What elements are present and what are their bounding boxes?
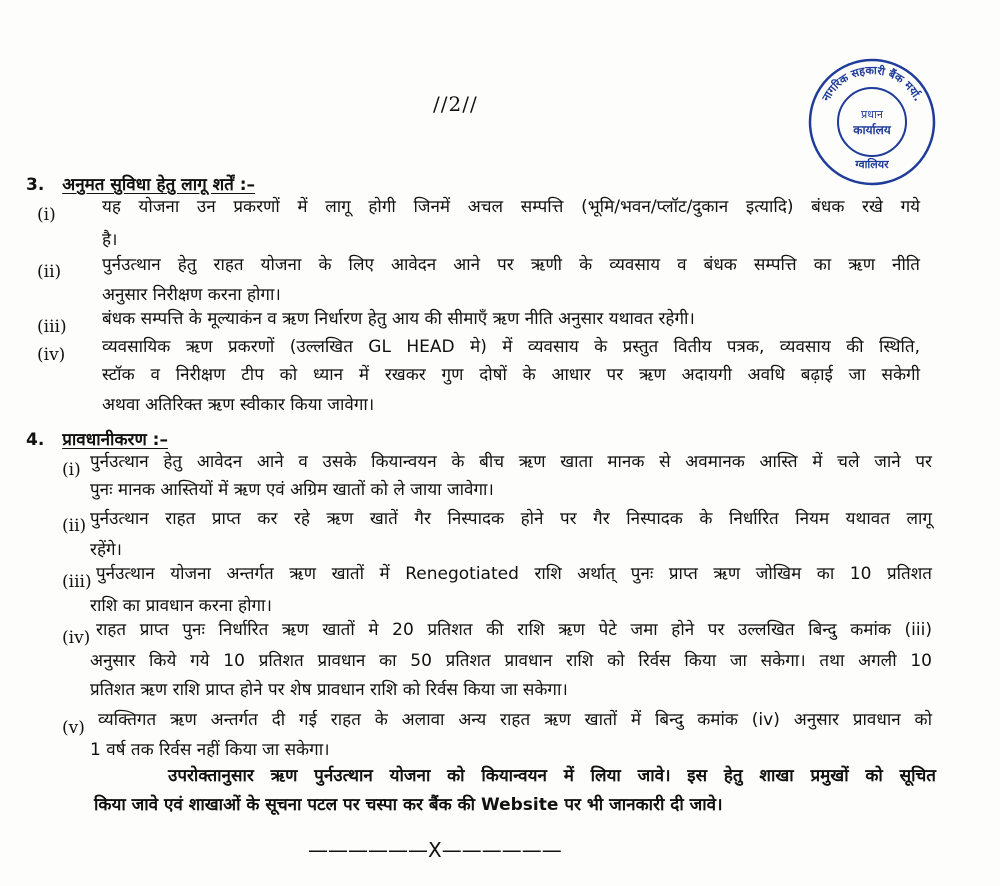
s4-item2-line1: पुर्नउत्थान राहत प्राप्त कर रहे ऋण खातें गैर निस्पादक होने पर गैर निस्पादक के निर्धारित नियम यथावत लागू (90, 509, 932, 529)
s3-item2-line1: पुर्नउत्थान हेतु राहत योजना के लिए आवेदन आने पर ऋणी के व्यवसाय व बंधक सम्पत्ति का ऋण नीति (102, 255, 920, 275)
s4-item3-line1: पुर्नउत्थान योजना अन्तर्गत ऋण खातों में Renegotiated राशि अर्थात् पुनः प्राप्त ऋण जोखिम का 10 प्रतिशत (96, 564, 932, 584)
s3-item1-line2: है। (102, 230, 118, 250)
end-marker: ——————X—————— (308, 838, 562, 862)
s4-item1-number: (i) (62, 460, 81, 480)
page-number: //2// (433, 92, 478, 116)
s3-item2-line2: अनुसार निरीक्षण करना होगा। (102, 285, 281, 305)
section-3-heading (26, 172, 255, 195)
s4-item2-line2: रहेंगे। (90, 540, 122, 560)
section-4-title: प्रावधानीकरण :– (62, 430, 168, 450)
s3-item4-line1: व्यवसायिक ऋण प्रकरणों (उल्लखित GL HEAD मे) में व्यवसाय के प्रस्तुत वितीय पत्रक, व्यवसाय की स्थिति, (102, 337, 920, 357)
s4-item5-number: (v) (62, 718, 85, 738)
s3-item2-number: (ii) (37, 262, 62, 282)
section-3-number: 3. (26, 175, 45, 195)
s4-item2-number: (ii) (62, 516, 87, 536)
s4-item1-line2: पुनः मानक आस्तियों में ऋण एवं अग्रिम खातों को ले जाया जावेगा। (90, 480, 494, 500)
s3-item4-number: (iv) (37, 345, 66, 365)
seal-outer-text: नागरिक सहकारी बैंक मर्या. (819, 63, 925, 104)
section-3-title: अनुमत सुविधा हेतु लागू शर्तें :– (62, 175, 256, 195)
section-4-number: 4. (26, 430, 45, 450)
closing-line1: उपरोक्तानुसार ऋण पुर्नउत्थान योजना को कियान्वयन में लिया जावे। इस हेतु शाखा प्रमुखों को सूचित (168, 766, 936, 786)
bank-seal-stamp (806, 56, 938, 188)
s3-item1-line1: यह योजना उन प्रकरणों में लागू होगी जिनमें अचल सम्पत्ति (भूमि/भवन/प्लॉट/दुकान इत्यादि) बंधक रखे गये (102, 197, 920, 217)
svg-text:नागरिक सहकारी बैंक मर्या. (819, 63, 925, 104)
s3-item4-line2: स्टॉक व निरीक्षण टीप को ध्यान में रखकर गुण दोषों के आधार पर ऋण अदायगी अवधि बढ़ाई जा सकेगी (102, 365, 920, 385)
s3-item3-line1: बंधक सम्पत्ति के मूल्याकंन व ऋण निर्धारण हेतु आय की सीमाएँ ऋण नीति अनुसार यथावत रहेगी। (102, 309, 695, 329)
seal-center-line1: प्रधान (861, 108, 883, 121)
s4-item3-number: (iii) (62, 572, 92, 592)
s3-item3-number: (iii) (37, 317, 67, 337)
s4-item5-line1: व्यक्तिगत ऋण अन्तर्गत दी गई राहत के अलावा अन्य राहत ऋण खातों में बिन्दु कमांक (iv) अनुसार प्रावधान को (98, 710, 932, 730)
seal-center-line2: कार्यालय (853, 123, 891, 137)
s4-item1-line1: पुर्नउत्थान हेतु आवेदन आने व उसके कियान्वयन के बीच ऋण खाता मानक से अवमानक आस्ति में चले जाने पर (90, 452, 932, 472)
s4-item4-line2: अनुसार किये गये 10 प्रतिशत प्रावधान का 50 प्रतिशत प्रावधान राशि को रिर्वस किया जा सकेगा। तथा अगली 10 (90, 651, 932, 671)
section-4-heading (26, 427, 168, 450)
s4-item3-line2: राशि का प्रावधान करना होगा। (90, 596, 272, 616)
s4-item4-number: (iv) (62, 628, 91, 648)
closing-line2: किया जावे एवं शाखाओं के सूचना पटल पर चस्पा कर बैंक की Website पर भी जानकारी दी जावे। (94, 795, 723, 815)
s3-item4-line3: अथवा अतिरिक्त ऋण स्वीकार किया जावेगा। (102, 395, 375, 415)
s3-item1-number: (i) (37, 205, 56, 225)
seal-city: ग्वालियर (855, 158, 889, 171)
s4-item4-line1: राहत प्राप्त पुनः निर्धारित ऋण खातों मे 20 प्रतिशत की राशि ऋण पेटे जमा होने पर उल्लखित बिन्दु कमांक (iii) (96, 620, 932, 640)
s4-item4-line3: प्रतिशत ऋण राशि प्राप्त होने पर शेष प्रावधान राशि को रिर्वस किया जा सकेगा। (90, 680, 568, 700)
s4-item5-line2: 1 वर्ष तक रिर्वस नहीं किया जा सकेगा। (90, 740, 330, 760)
